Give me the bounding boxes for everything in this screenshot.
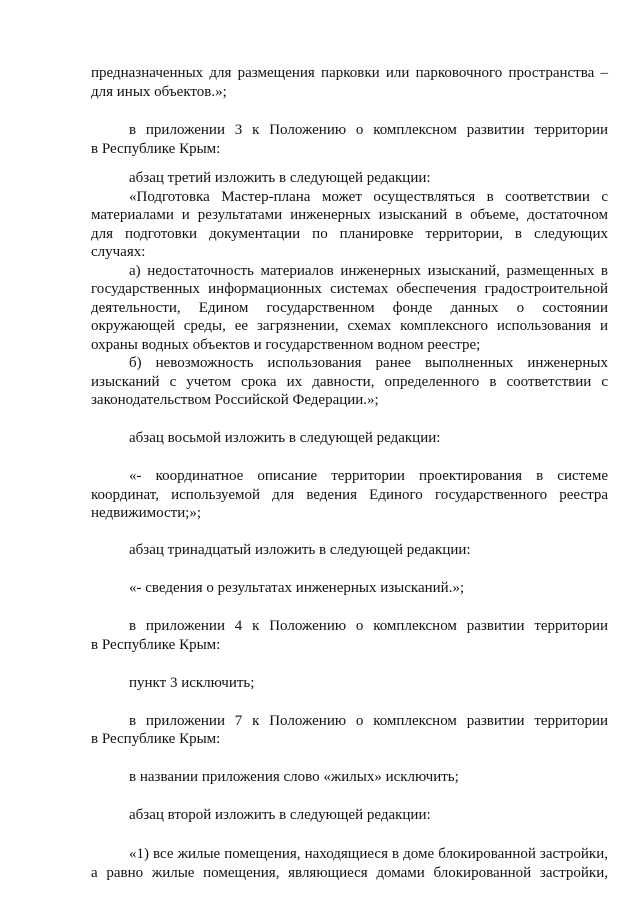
text-line: случаях: — [91, 244, 146, 260]
text-line: для иных объектов.»; — [91, 84, 227, 100]
text-line: а равно жилые помещения, являющиеся домами блокированной застройки, — [91, 865, 608, 881]
text-line: «1) все жилые помещения, находящиеся в доме блокированной застройки, — [129, 846, 608, 862]
text-line: координат, используемой для ведения Единого государственного реестра — [91, 487, 608, 503]
text-line: в названии приложения слово «жилых» исключить; — [129, 769, 459, 785]
text-line: предназначенных для размещения парковки или парковочного пространства – — [91, 65, 608, 81]
text-line: государственных информационных системах обеспечения градостроительной — [91, 281, 608, 297]
text-line: деятельности, Едином государственном фонде данных о состоянии — [91, 300, 608, 316]
text-line: в приложении 3 к Положению о комплексном развитии территории — [129, 122, 608, 138]
text-line: «- координатное описание территории проектирования в системе — [129, 468, 608, 484]
text-line: законодательством Российской Федерации.»; — [91, 392, 379, 408]
text-line: охраны водных объектов и государственном водном реестре; — [91, 337, 481, 353]
text-line: б) невозможность использования ранее выполненных инженерных — [129, 355, 608, 371]
text-line: недвижимости;»; — [91, 505, 202, 521]
text-line: для подготовки документации по планировке территории, в следующих — [91, 226, 608, 242]
text-line: «- сведения о результатах инженерных изысканий.»; — [129, 580, 465, 596]
text-line: в Республике Крым: — [91, 731, 221, 747]
text-line: абзац второй изложить в следующей редакции: — [129, 807, 431, 823]
text-line: в Республике Крым: — [91, 637, 221, 653]
text-line: «Подготовка Мастер-плана может осуществляться в соответствии с — [129, 189, 608, 205]
text-line: в приложении 7 к Положению о комплексном развитии территории — [129, 713, 608, 729]
text-line: в приложении 4 к Положению о комплексном развитии территории — [129, 618, 608, 634]
text-line: материалами и результатами инженерных изысканий в объеме, достаточном — [91, 207, 608, 223]
text-line: пункт 3 исключить; — [129, 675, 255, 691]
text-line: окружающей среды, ее загрязнении, схемах комплексного использования и — [91, 318, 608, 334]
text-line: а) недостаточность материалов инженерных изысканий, размещенных в — [129, 263, 608, 279]
text-line: абзац восьмой изложить в следующей редакции: — [129, 430, 441, 446]
text-line: абзац тринадцатый изложить в следующей редакции: — [129, 542, 471, 558]
text-line: изысканий с учетом срока их давности, определенного в соответствии с — [91, 374, 608, 390]
text-line: абзац третий изложить в следующей редакции: — [129, 170, 431, 186]
text-line: в Республике Крым: — [91, 141, 221, 157]
